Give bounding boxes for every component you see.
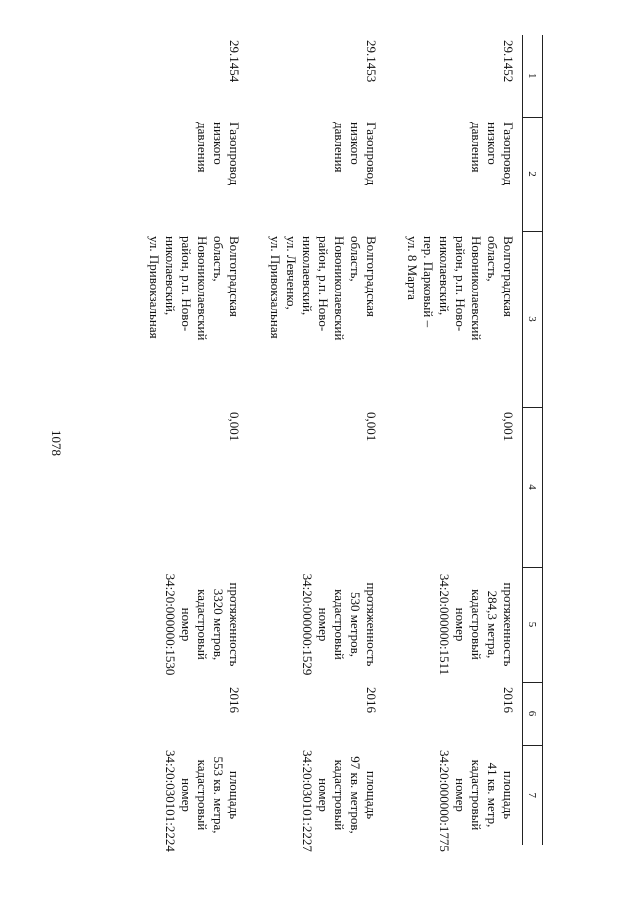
text-line: ул. Левченко, — [284, 236, 299, 310]
header-cell-1: 1 — [523, 35, 543, 117]
text-line: давления — [195, 122, 210, 173]
row-number: 29.1453 — [364, 40, 379, 83]
text-line: район, р.п. Ново- — [453, 236, 468, 332]
text-line: николаевский, — [300, 236, 315, 316]
object-address — [111, 231, 248, 407]
object-area — [248, 745, 385, 852]
text-line: 553 кв. метра, — [211, 756, 226, 834]
object-value: 0,001 — [227, 412, 242, 442]
text-line: 34:20:000000:1529 — [300, 573, 315, 676]
text-line: 34:20:030101:2224 — [163, 750, 178, 852]
header-cell-4: 4 — [523, 407, 543, 567]
text-line: область, — [211, 236, 226, 282]
text-line: ул. 8 Марта — [405, 236, 420, 300]
text-line: кадастровый номер — [453, 589, 484, 660]
object-year: 2016 — [227, 687, 242, 713]
text-line: область, — [348, 236, 363, 282]
text-line: кадастровый номер — [179, 759, 210, 831]
header-cell-6: 6 — [523, 682, 543, 745]
row-number: 29.1452 — [501, 40, 516, 83]
row-number: 29.1454 — [227, 40, 242, 83]
object-value: 0,001 — [501, 412, 516, 442]
page-number: 1078 — [49, 430, 64, 456]
text-line: николаевский, — [163, 236, 178, 316]
text-line: кадастровый номер — [316, 589, 347, 660]
text-line: Волгоградская — [501, 236, 516, 317]
header-cell-5: 5 — [523, 567, 543, 682]
table-row — [111, 35, 248, 845]
text-line: Газопровод низкого — [211, 122, 242, 186]
text-line: площадь — [501, 770, 516, 820]
object-year: 2016 — [364, 687, 379, 713]
text-line: 284,3 метра, — [485, 590, 500, 659]
text-line: кадастровый номер — [453, 759, 484, 831]
property-table-container — [93, 35, 543, 852]
text-line: 97 кв. метров, — [348, 756, 363, 834]
text-line: район, р.п. Ново- — [179, 236, 194, 332]
text-line: протяженность — [364, 582, 379, 667]
text-line: 34:20:000000:1530 — [163, 573, 178, 676]
text-line: ул. Привокзальная — [268, 236, 283, 339]
object-area — [111, 745, 248, 852]
object-length — [248, 567, 385, 682]
text-line: Новониколаевский — [195, 236, 210, 341]
object-area — [385, 745, 523, 852]
text-line: кадастровый номер — [316, 759, 347, 831]
text-line: Волгоградская — [364, 236, 379, 317]
object-name — [111, 117, 248, 231]
text-line: Новониколаевский — [469, 236, 484, 341]
text-line: площадь — [227, 770, 242, 820]
text-line: 530 метров, — [348, 592, 363, 657]
object-length — [111, 567, 248, 682]
object-name — [385, 117, 523, 231]
header-cell-3: 3 — [523, 231, 543, 407]
text-line: давления — [332, 122, 347, 173]
text-line: 41 кв. метр, — [485, 762, 500, 828]
property-table — [111, 35, 543, 852]
object-length — [385, 567, 523, 682]
object-name — [248, 117, 385, 231]
text-line: протяженность — [501, 582, 516, 667]
text-line: протяженность — [227, 582, 242, 667]
text-line: Волгоградская — [227, 236, 242, 317]
object-address — [248, 231, 385, 407]
header-cell-7: 7 — [523, 745, 543, 845]
text-line: область, — [485, 236, 500, 282]
object-year: 2016 — [501, 687, 516, 713]
text-line: ул. Привокзальная — [147, 236, 162, 339]
table-row — [248, 35, 385, 845]
text-line: пер. Парковый – — [421, 236, 436, 328]
text-line: кадастровый номер — [179, 589, 210, 660]
text-line: Новониколаевский — [332, 236, 347, 341]
text-line: 34:20:000000:1775 — [437, 750, 452, 852]
text-line: район, р.п. Ново- — [316, 236, 331, 332]
text-line: Газопровод низкого — [348, 122, 379, 186]
rotated-table-frame — [93, 35, 543, 852]
header-row — [523, 35, 543, 845]
text-line: 3320 метров, — [211, 588, 226, 661]
text-line: площадь — [364, 770, 379, 820]
text-line: 34:20:000000:1511 — [437, 573, 452, 676]
text-line: 34:20:030101:2227 — [300, 750, 315, 852]
table-row — [385, 35, 523, 845]
text-line: Газопровод низкого — [485, 122, 516, 186]
text-line: николаевский, — [437, 236, 452, 316]
header-cell-2: 2 — [523, 117, 543, 231]
object-value: 0,001 — [364, 412, 379, 442]
object-address — [385, 231, 523, 407]
text-line: давления — [469, 122, 484, 173]
